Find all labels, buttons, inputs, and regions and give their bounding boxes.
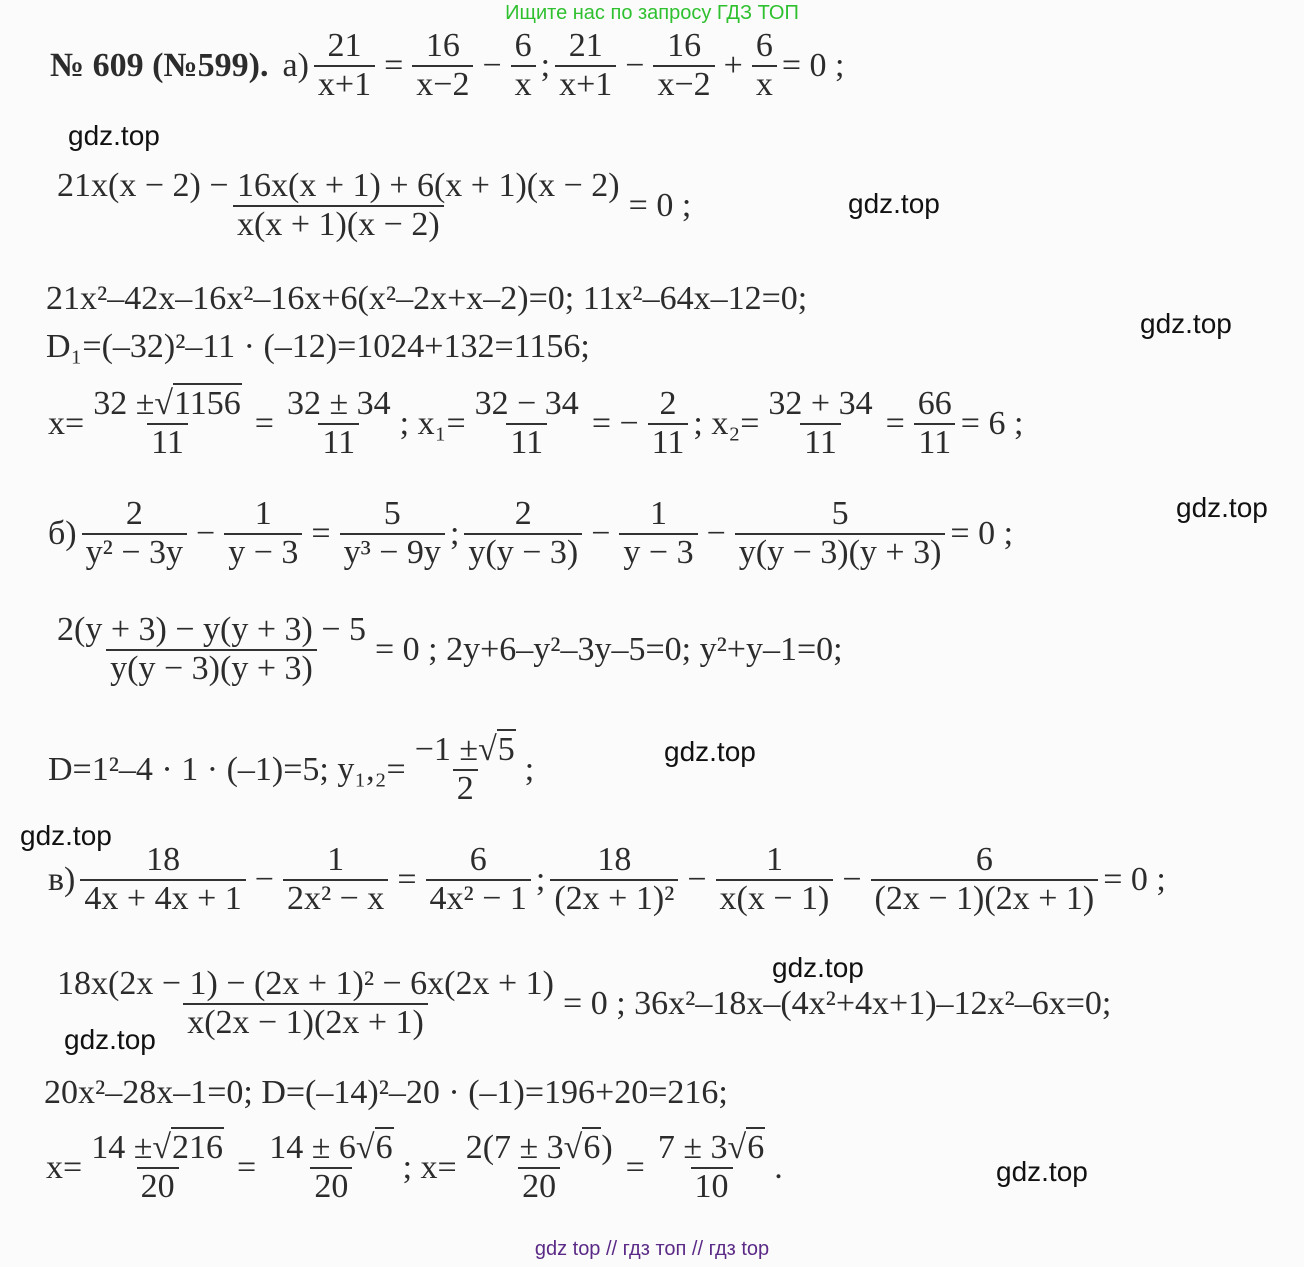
equation-line (46, 386, 1025, 461)
fraction (735, 496, 946, 571)
denominator: 2 (453, 769, 478, 808)
denominator: 10 (691, 1167, 733, 1206)
radicand: 6 (375, 1129, 393, 1166)
operator: = (625, 1148, 645, 1186)
numerator (654, 1130, 769, 1167)
fraction (340, 496, 445, 571)
numerator (265, 1130, 397, 1167)
equation-line: D₁=(–32)²–11 · (–12)=1024+132=1156; (46, 328, 590, 365)
denominator: 11 (318, 423, 359, 462)
fraction (53, 168, 624, 243)
watermark: gdz.top (20, 820, 112, 851)
equation-line (50, 168, 693, 243)
numerator (89, 386, 246, 423)
numerator: 21x(x − 2) − 16x(x + 1) + 6(x + 1)(x − 2) (57, 167, 620, 204)
operator: = (397, 860, 417, 898)
denominator: x+1 (555, 65, 616, 104)
operator: − (625, 46, 645, 84)
fraction (654, 1130, 769, 1205)
numerator: 1 (327, 841, 345, 878)
operator: = − (591, 404, 639, 442)
equation-tail: ; (524, 750, 535, 788)
fraction (53, 612, 370, 687)
equation-tail: = 0 ; (628, 186, 692, 224)
fraction (653, 28, 714, 103)
denominator: y(y − 3)(y + 3) (735, 533, 946, 572)
denominator: x (511, 65, 536, 104)
watermark: gdz.top (772, 952, 864, 983)
equation-line (46, 732, 536, 807)
numerator: 21 (568, 27, 603, 64)
numerator: 32 + 34 (768, 385, 873, 422)
denominator: 20 (310, 1167, 352, 1206)
variable: x= (48, 404, 85, 442)
separator: ; x₂= (693, 404, 760, 442)
sqrt-symbol: √6 (563, 1129, 601, 1166)
watermark: gdz.top (1176, 492, 1268, 523)
numerator-part: −1 ± (414, 731, 479, 768)
watermark: gdz.top (68, 120, 160, 151)
operator: − (254, 860, 274, 898)
part-label: б) (48, 514, 77, 552)
denominator: 11 (506, 423, 547, 462)
radicand: 6 (583, 1129, 601, 1166)
fraction (426, 842, 531, 917)
watermark: gdz.top (1140, 308, 1232, 339)
fraction (914, 386, 956, 461)
numerator-part: 2(7 ± 3 (465, 1129, 564, 1166)
numerator: 6 (514, 27, 532, 64)
equation-line (50, 966, 1113, 1041)
numerator: 32 − 34 (474, 385, 579, 422)
fraction (411, 732, 520, 807)
fraction (283, 386, 395, 461)
fraction (464, 496, 582, 571)
operator: = (885, 404, 905, 442)
denominator: x (752, 65, 777, 104)
numerator: 5 (831, 495, 849, 532)
denominator: 20 (137, 1167, 179, 1206)
fraction (648, 386, 689, 461)
numerator: 16 (425, 27, 460, 64)
fraction (224, 496, 302, 571)
numerator-part: 7 ± 3 (657, 1129, 728, 1166)
watermark: gdz.top (664, 736, 756, 767)
fraction (619, 496, 697, 571)
top-banner[interactable]: Ищите нас по запросу ГДЗ ТОП (505, 2, 799, 24)
part-label: в) (48, 860, 76, 898)
numerator-part: 14 ± 6 (269, 1129, 356, 1166)
denominator: y³ − 9y (340, 533, 445, 572)
operator: = (254, 404, 274, 442)
numerator: 1 (254, 495, 272, 532)
denominator: x(x + 1)(x − 2) (233, 205, 444, 244)
denominator: x(x − 1) (716, 879, 834, 918)
equation-line-v (46, 842, 1168, 917)
denominator: y(y − 3)(y + 3) (106, 649, 317, 688)
part-label: а) (282, 46, 309, 84)
fraction (511, 28, 536, 103)
equation-line (44, 1130, 785, 1205)
numerator: 6 (469, 841, 487, 878)
watermark: gdz.top (64, 1024, 156, 1055)
numerator-part: 32 ± (93, 385, 155, 422)
separator: ; x₁= (399, 404, 466, 442)
equation-tail: = 0 ; (781, 46, 845, 84)
numerator: 6 (755, 27, 773, 64)
equation-line: 21x²–42x–16x²–16x+6(x²–2x+x–2)=0; 11x²–64x–12=0; (46, 280, 808, 317)
numerator: 1 (765, 841, 783, 878)
numerator (87, 1130, 228, 1167)
fraction (283, 842, 388, 917)
radicand: 216 (172, 1129, 224, 1166)
separator: ; (540, 46, 551, 84)
fraction (265, 1130, 397, 1205)
operator: − (591, 514, 611, 552)
fraction (80, 842, 245, 917)
numerator-part: ) (601, 1129, 613, 1166)
numerator: 18 (597, 841, 632, 878)
numerator: 2 (514, 495, 532, 532)
fraction (462, 1130, 617, 1205)
denominator: (2x − 1)(2x + 1) (871, 879, 1099, 918)
denominator: 11 (648, 423, 689, 462)
numerator: 16 (667, 27, 702, 64)
fraction (752, 28, 777, 103)
radicand: 6 (747, 1129, 765, 1166)
operator: − (482, 46, 502, 84)
denominator: 4x² − 1 (426, 879, 531, 918)
denominator: y − 3 (619, 533, 697, 572)
fraction (314, 28, 375, 103)
fraction (555, 28, 616, 103)
operator: − (196, 514, 216, 552)
bottom-banner[interactable]: gdz top // гдз топ // гдз top (534, 1238, 770, 1260)
fraction (550, 842, 678, 917)
sqrt-symbol: √6 (355, 1129, 393, 1166)
operator: − (687, 860, 707, 898)
watermark: gdz.top (996, 1156, 1088, 1187)
numerator: 6 (975, 841, 993, 878)
denominator: y − 3 (224, 533, 302, 572)
denominator: x(2x − 1)(2x + 1) (183, 1003, 428, 1042)
denominator: 11 (147, 423, 188, 462)
watermark: gdz.top (848, 188, 940, 219)
operator: = (311, 514, 331, 552)
equation-line-b (46, 496, 1015, 571)
numerator: 1 (650, 495, 667, 532)
numerator: 2 (125, 495, 143, 532)
fraction (53, 966, 558, 1041)
equation-tail: = 6 ; (960, 404, 1024, 442)
numerator: 32 ± 34 (286, 385, 391, 422)
numerator: 21 (327, 27, 362, 64)
equation-line (50, 612, 845, 687)
denominator: 11 (800, 423, 841, 462)
fraction (82, 496, 187, 571)
radicand: 5 (497, 731, 515, 768)
sqrt-symbol: √6 (727, 1129, 765, 1166)
numerator: 2(y + 3) − y(y + 3) − 5 (57, 611, 366, 648)
equation-line: 20x²–28x–1=0; D=(–14)²–20 · (–1)=196+20=216; (44, 1074, 728, 1111)
equation-line-a (50, 28, 846, 103)
separator: ; x= (402, 1148, 457, 1186)
operator: + (723, 46, 743, 84)
denominator: 11 (914, 423, 955, 462)
sqrt-symbol: √1156 (154, 385, 241, 422)
operator: − (842, 860, 862, 898)
numerator: 5 (383, 495, 401, 532)
denominator: 20 (518, 1167, 560, 1206)
denominator: (2x + 1)² (550, 879, 678, 918)
fraction (716, 842, 834, 917)
fraction (87, 1130, 228, 1205)
fraction (471, 386, 583, 461)
operator: = (384, 46, 404, 84)
numerator: 18x(2x − 1) − (2x + 1)² − 6x(2x + 1) (57, 965, 555, 1002)
equation-tail: = 0 ; 2y+6–y²–3y–5=0; y²+y–1=0; (375, 630, 843, 668)
equation-tail: = 0 ; (950, 514, 1014, 552)
numerator (462, 1130, 617, 1167)
separator: ; (449, 514, 460, 552)
denominator: x−2 (412, 65, 473, 104)
numerator-part: 14 ± (91, 1129, 153, 1166)
fraction (764, 386, 876, 461)
numerator: 18 (146, 841, 181, 878)
equation-tail: . (774, 1148, 783, 1186)
separator: ; (535, 860, 546, 898)
radicand: 1156 (174, 385, 241, 422)
equation-tail: = 0 ; 36x²–18x–(4x²+4x+1)–12x²–6x=0; (563, 984, 1112, 1022)
operator: − (706, 514, 726, 552)
sqrt-symbol: √216 (152, 1129, 224, 1166)
denominator: 2x² − x (283, 879, 388, 918)
problem-number: № 609 (№599). (50, 46, 269, 84)
denominator: y² − 3y (82, 533, 187, 572)
fraction (412, 28, 473, 103)
denominator: x+1 (314, 65, 375, 104)
fraction (89, 386, 246, 461)
equation-tail: = 0 ; (1103, 860, 1166, 898)
denominator: y(y − 3) (464, 533, 582, 572)
numerator (411, 732, 520, 769)
equation-text: D=1²–4 · 1 · (–1)=5; y₁,₂= (48, 750, 406, 788)
numerator: 66 (917, 385, 952, 422)
numerator: 2 (659, 385, 677, 422)
variable: x= (46, 1148, 83, 1186)
denominator: 4x + 4x + 1 (80, 879, 245, 918)
sqrt-symbol: √5 (478, 731, 515, 768)
operator: = (237, 1148, 257, 1186)
denominator: x−2 (653, 65, 714, 104)
fraction (871, 842, 1099, 917)
